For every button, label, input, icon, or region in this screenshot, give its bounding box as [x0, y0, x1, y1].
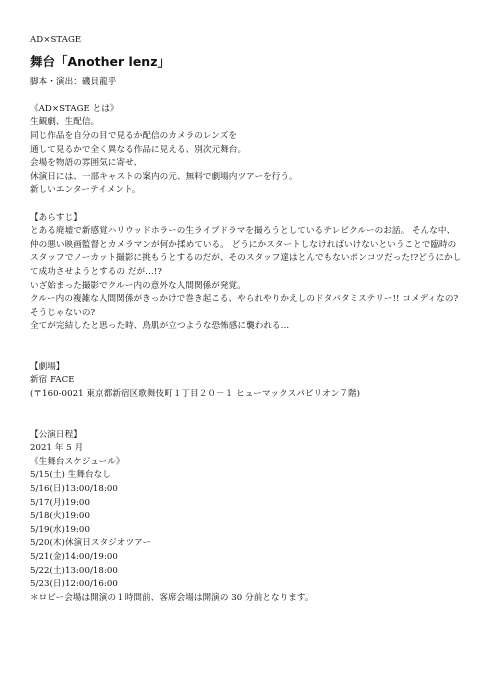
synopsis-line: そうじゃないの? — [30, 307, 96, 318]
intro-line: 生観劇、生配信。 — [30, 117, 100, 128]
schedule-subheading: 《生舞台スケジュール》 — [30, 456, 125, 467]
schedule-date: 5/23(日)12:00/16:00 — [30, 579, 118, 590]
schedule-date: 5/17(月)19:00 — [30, 497, 90, 508]
venue-heading: 【劇場】 — [30, 361, 65, 372]
intro-heading: 《AD×STAGE とは》 — [30, 103, 119, 114]
synopsis-heading: 【あらすじ】 — [30, 212, 82, 223]
credit-line: 脚本・演出：磯貝龍乎 — [30, 76, 117, 87]
brand-label: AD×STAGE — [30, 35, 82, 45]
schedule-date: 5/15(土) 生舞台なし — [30, 470, 111, 481]
schedule-month: 2021 年 5 月 — [30, 443, 84, 454]
schedule-date: 5/16(日)13:00/18:00 — [30, 484, 118, 495]
schedule-date: 5/22(土)13:00/18:00 — [30, 565, 118, 576]
schedule-heading: 【公演日程】 — [30, 429, 82, 440]
synopsis-line: スタッフでノーカット撮影に挑もうとするのだが、そのスタッフ達はとんでもないポンコツだった!?どうにかし — [30, 253, 462, 264]
venue-name: 新宿 FACE — [30, 375, 75, 386]
schedule-note: ＊ロビー会場は開演の１時間前、客席会場は開演の 30 分前となります。 — [30, 592, 314, 603]
schedule-date: 5/21(金)14:00/19:00 — [30, 552, 118, 562]
intro-line: 休演日には、一部キャストの案内の元、無料で劇場内ツアーを行う。 — [30, 171, 298, 182]
synopsis-line: とある廃墟で新感覚ハリウッドホラーの生ライブドラマを撮ろうとしているテレビクルーのお話。 そんな中、 — [30, 226, 456, 237]
synopsis-line: 仲の悪い映画監督とカメラマンが何か揉めている。 どうにかスタートしなければいけないということで臨時の — [30, 239, 457, 250]
synopsis-line: 全てが完結したと思った時、鳥肌が立つような恐怖感に襲われる… — [30, 321, 290, 332]
intro-line: 同じ作品を自分の目で見るか配信のカメラのレンズを — [30, 130, 237, 141]
synopsis-line: て成功させようとするの だが…!? — [30, 266, 162, 277]
synopsis-line: クルー内の複雑な人間関係がきっかけで巻き起こる、やられやりかえしのドタバタミステリー!! コメディなの? — [30, 294, 459, 305]
synopsis-line: いざ始まった撮影でクルー内の意外な人間関係が発覚。 — [30, 280, 246, 291]
venue-address: (〒160-0021 東京都新宿区歌舞伎町１丁目２０－１ ヒューマックスパビリオン７階) — [30, 389, 361, 400]
schedule-date: 5/19(水)19:00 — [30, 524, 90, 535]
page-title: 舞台「Another lenz」 — [30, 53, 170, 69]
intro-line: 新しいエンターテイメント。 — [30, 185, 141, 196]
intro-line: 会場を物語の雰囲気に寄せ、 — [30, 158, 143, 169]
intro-line: 通して見るかで全く異なる作品に見える、別次元舞台。 — [30, 144, 247, 155]
schedule-date: 5/20(木)休演日スタジオツアー — [30, 538, 152, 549]
schedule-date: 5/18(火)19:00 — [30, 511, 90, 522]
